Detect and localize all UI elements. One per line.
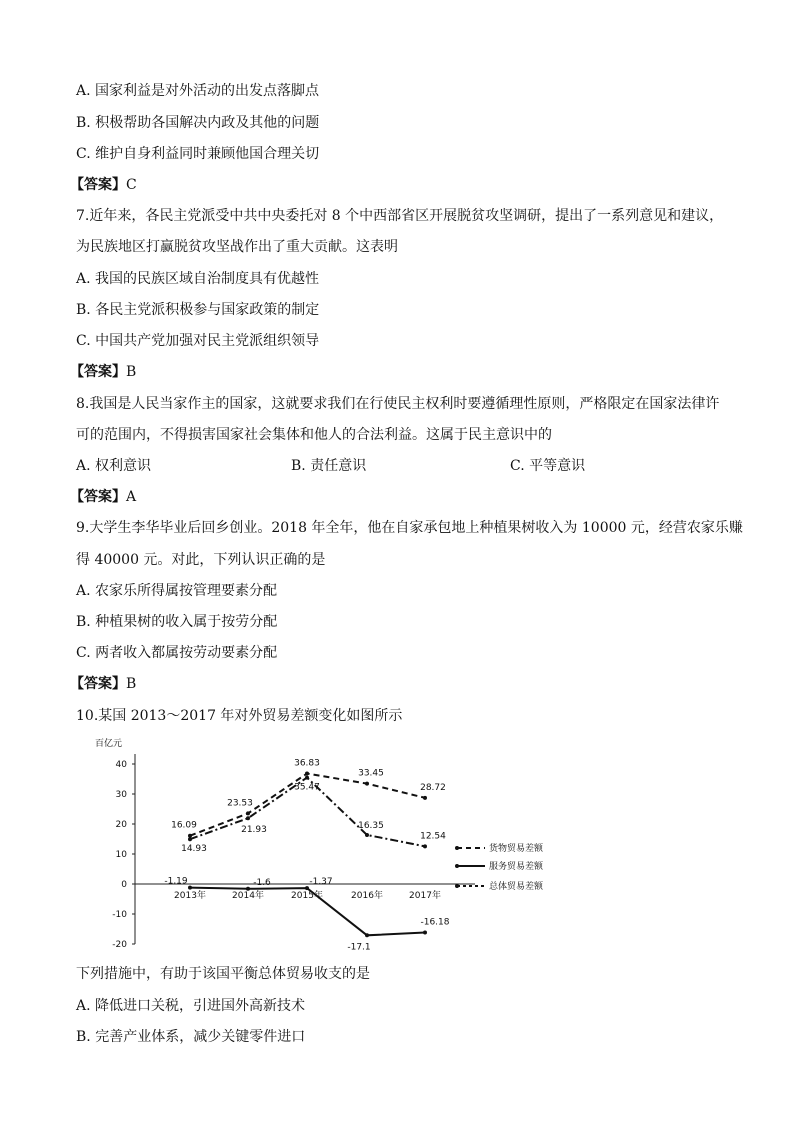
q10-option-b: B. 完善产业体系，减少关键零件进口 — [76, 1029, 306, 1045]
goods-trade-series-data-label: 28.72 — [420, 782, 446, 793]
q10-stem: 10.某国 2013～2017 年对外贸易差额变化如图所示 — [76, 708, 403, 724]
q9-answer — [70, 675, 136, 693]
services-trade-series-point — [246, 887, 250, 891]
goods-trade-series-point — [305, 772, 309, 776]
legend-marker — [455, 884, 459, 888]
y-tick-label: -20 — [112, 940, 127, 950]
services-trade-series-point — [423, 931, 427, 935]
goods-trade-series-point — [246, 811, 250, 815]
answer-value: A — [126, 489, 137, 505]
x-tick-label: 2016年 — [351, 891, 383, 901]
q7-option-b: B. 各民主党派积极参与国家政策的制定 — [76, 302, 320, 318]
y-tick-label: 0 — [121, 880, 127, 890]
services-trade-series-point — [365, 933, 369, 937]
answer-label: 【答案】 — [70, 177, 126, 193]
services-trade-series-data-label: -1.37 — [309, 877, 333, 888]
y-tick-label: 40 — [115, 760, 127, 770]
answer-value: B — [126, 676, 137, 692]
total-trade-series-point — [305, 776, 309, 780]
y-tick-label: -10 — [112, 910, 127, 920]
total-trade-series-data-label: 35.47 — [294, 782, 320, 793]
x-tick-label: 2013年 — [174, 891, 206, 901]
services-trade-series-data-label: -16.18 — [420, 917, 450, 928]
goods-trade-series-point — [365, 782, 369, 786]
q6-option-a: A. 国家利益是对外活动的出发点落脚点 — [76, 83, 320, 99]
q9-option-c: C. 两者收入都属按劳动要素分配 — [76, 645, 278, 661]
services-trade-series-data-label: -1.6 — [253, 877, 271, 888]
answer-label: 【答案】 — [70, 676, 126, 692]
q8-option-b: B. 责任意识 — [291, 458, 367, 474]
total-trade-series-data-label: 12.54 — [420, 831, 446, 842]
q9-option-b: B. 种植果树的收入属于按劳分配 — [76, 614, 278, 630]
legend-label: 货物贸易差额 — [489, 844, 544, 854]
q9-option-a: A. 农家乐所得属按管理要素分配 — [76, 583, 278, 599]
legend-label: 服务贸易差额 — [489, 862, 544, 872]
q7-option-a: A. 我国的民族区域自治制度具有优越性 — [76, 271, 320, 287]
q7-option-c: C. 中国共产党加强对民主党派组织领导 — [76, 333, 320, 349]
goods-trade-series-data-label: 36.83 — [294, 758, 320, 769]
x-tick-label: 2014年 — [232, 891, 264, 901]
q8-option-a: A. 权利意识 — [76, 458, 152, 474]
q10-option-a: A. 降低进口关税，引进国外高新技术 — [76, 998, 306, 1014]
q6-option-b: B. 积极帮助各国解决内政及其他的问题 — [76, 115, 320, 131]
services-trade-series-data-label: -17.1 — [347, 942, 371, 953]
q7-answer — [70, 363, 136, 381]
q7-stem-line1: 7.近年来，各民主党派受中共中央委托对 8 个中西部省区开展脱贫攻坚调研，提出了一系列意见和建议， — [76, 208, 724, 224]
q8-stem-line2: 可的范围内，不得损害国家社会集体和他人的合法利益。这属于民主意识中的 — [76, 427, 552, 443]
q8-stem-line1: 8.我国是人民当家作主的国家，这就要求我们在行使民主权利时要遵循理性原则，严格限定在国家法律许 — [76, 396, 720, 412]
trade-balance-chart — [95, 732, 565, 954]
goods-trade-series-data-label: 16.09 — [171, 820, 197, 831]
legend-label: 总体贸易差额 — [489, 882, 544, 892]
q10-follow-up: 下列措施中，有助于该国平衡总体贸易收支的是 — [76, 966, 370, 982]
y-tick-label: 10 — [115, 850, 127, 860]
answer-label: 【答案】 — [70, 364, 126, 380]
total-trade-series-data-label: 16.35 — [358, 820, 384, 831]
q6-answer — [70, 176, 137, 194]
x-tick-label: 2017年 — [409, 891, 441, 901]
q9-stem-line1: 9.大学生李华毕业后回乡创业。2018 年全年，他在自家承包地上种植果树收入为 10000 元，经营农家乐赚 — [76, 520, 743, 536]
answer-label: 【答案】 — [70, 489, 126, 505]
goods-trade-series-point — [423, 796, 427, 800]
q8-option-c: C. 平等意识 — [510, 458, 586, 474]
total-trade-series-point — [246, 816, 250, 820]
x-tick-label: 2015年 — [291, 891, 323, 901]
y-tick-label: 30 — [115, 790, 127, 800]
total-trade-series-point — [365, 833, 369, 837]
q7-stem-line2: 为民族地区打赢脱贫攻坚战作出了重大贡献。这表明 — [76, 239, 398, 255]
y-tick-label: 20 — [115, 820, 127, 830]
goods-trade-series-data-label: 33.45 — [358, 768, 384, 779]
answer-value: C — [126, 177, 137, 193]
services-trade-series-data-label: -1.19 — [164, 876, 188, 887]
legend-marker — [455, 846, 459, 850]
services-trade-series-point — [188, 886, 192, 890]
total-trade-series-point — [423, 844, 427, 848]
total-trade-series-data-label: 14.93 — [181, 844, 207, 855]
goods-trade-series-data-label: 23.53 — [227, 798, 253, 809]
q8-answer — [70, 488, 136, 506]
q9-stem-line2: 得 40000 元。对此，下列认识正确的是 — [76, 552, 326, 568]
q6-option-c: C. 维护自身利益同时兼顾他国合理关切 — [76, 146, 320, 162]
total-trade-series-data-label: 21.93 — [241, 825, 267, 836]
y-axis-label: 百亿元 — [95, 739, 123, 749]
legend-marker — [455, 864, 459, 868]
goods-trade-series-point — [188, 834, 192, 838]
total-trade-series-point — [188, 837, 192, 841]
answer-value: B — [126, 364, 137, 380]
